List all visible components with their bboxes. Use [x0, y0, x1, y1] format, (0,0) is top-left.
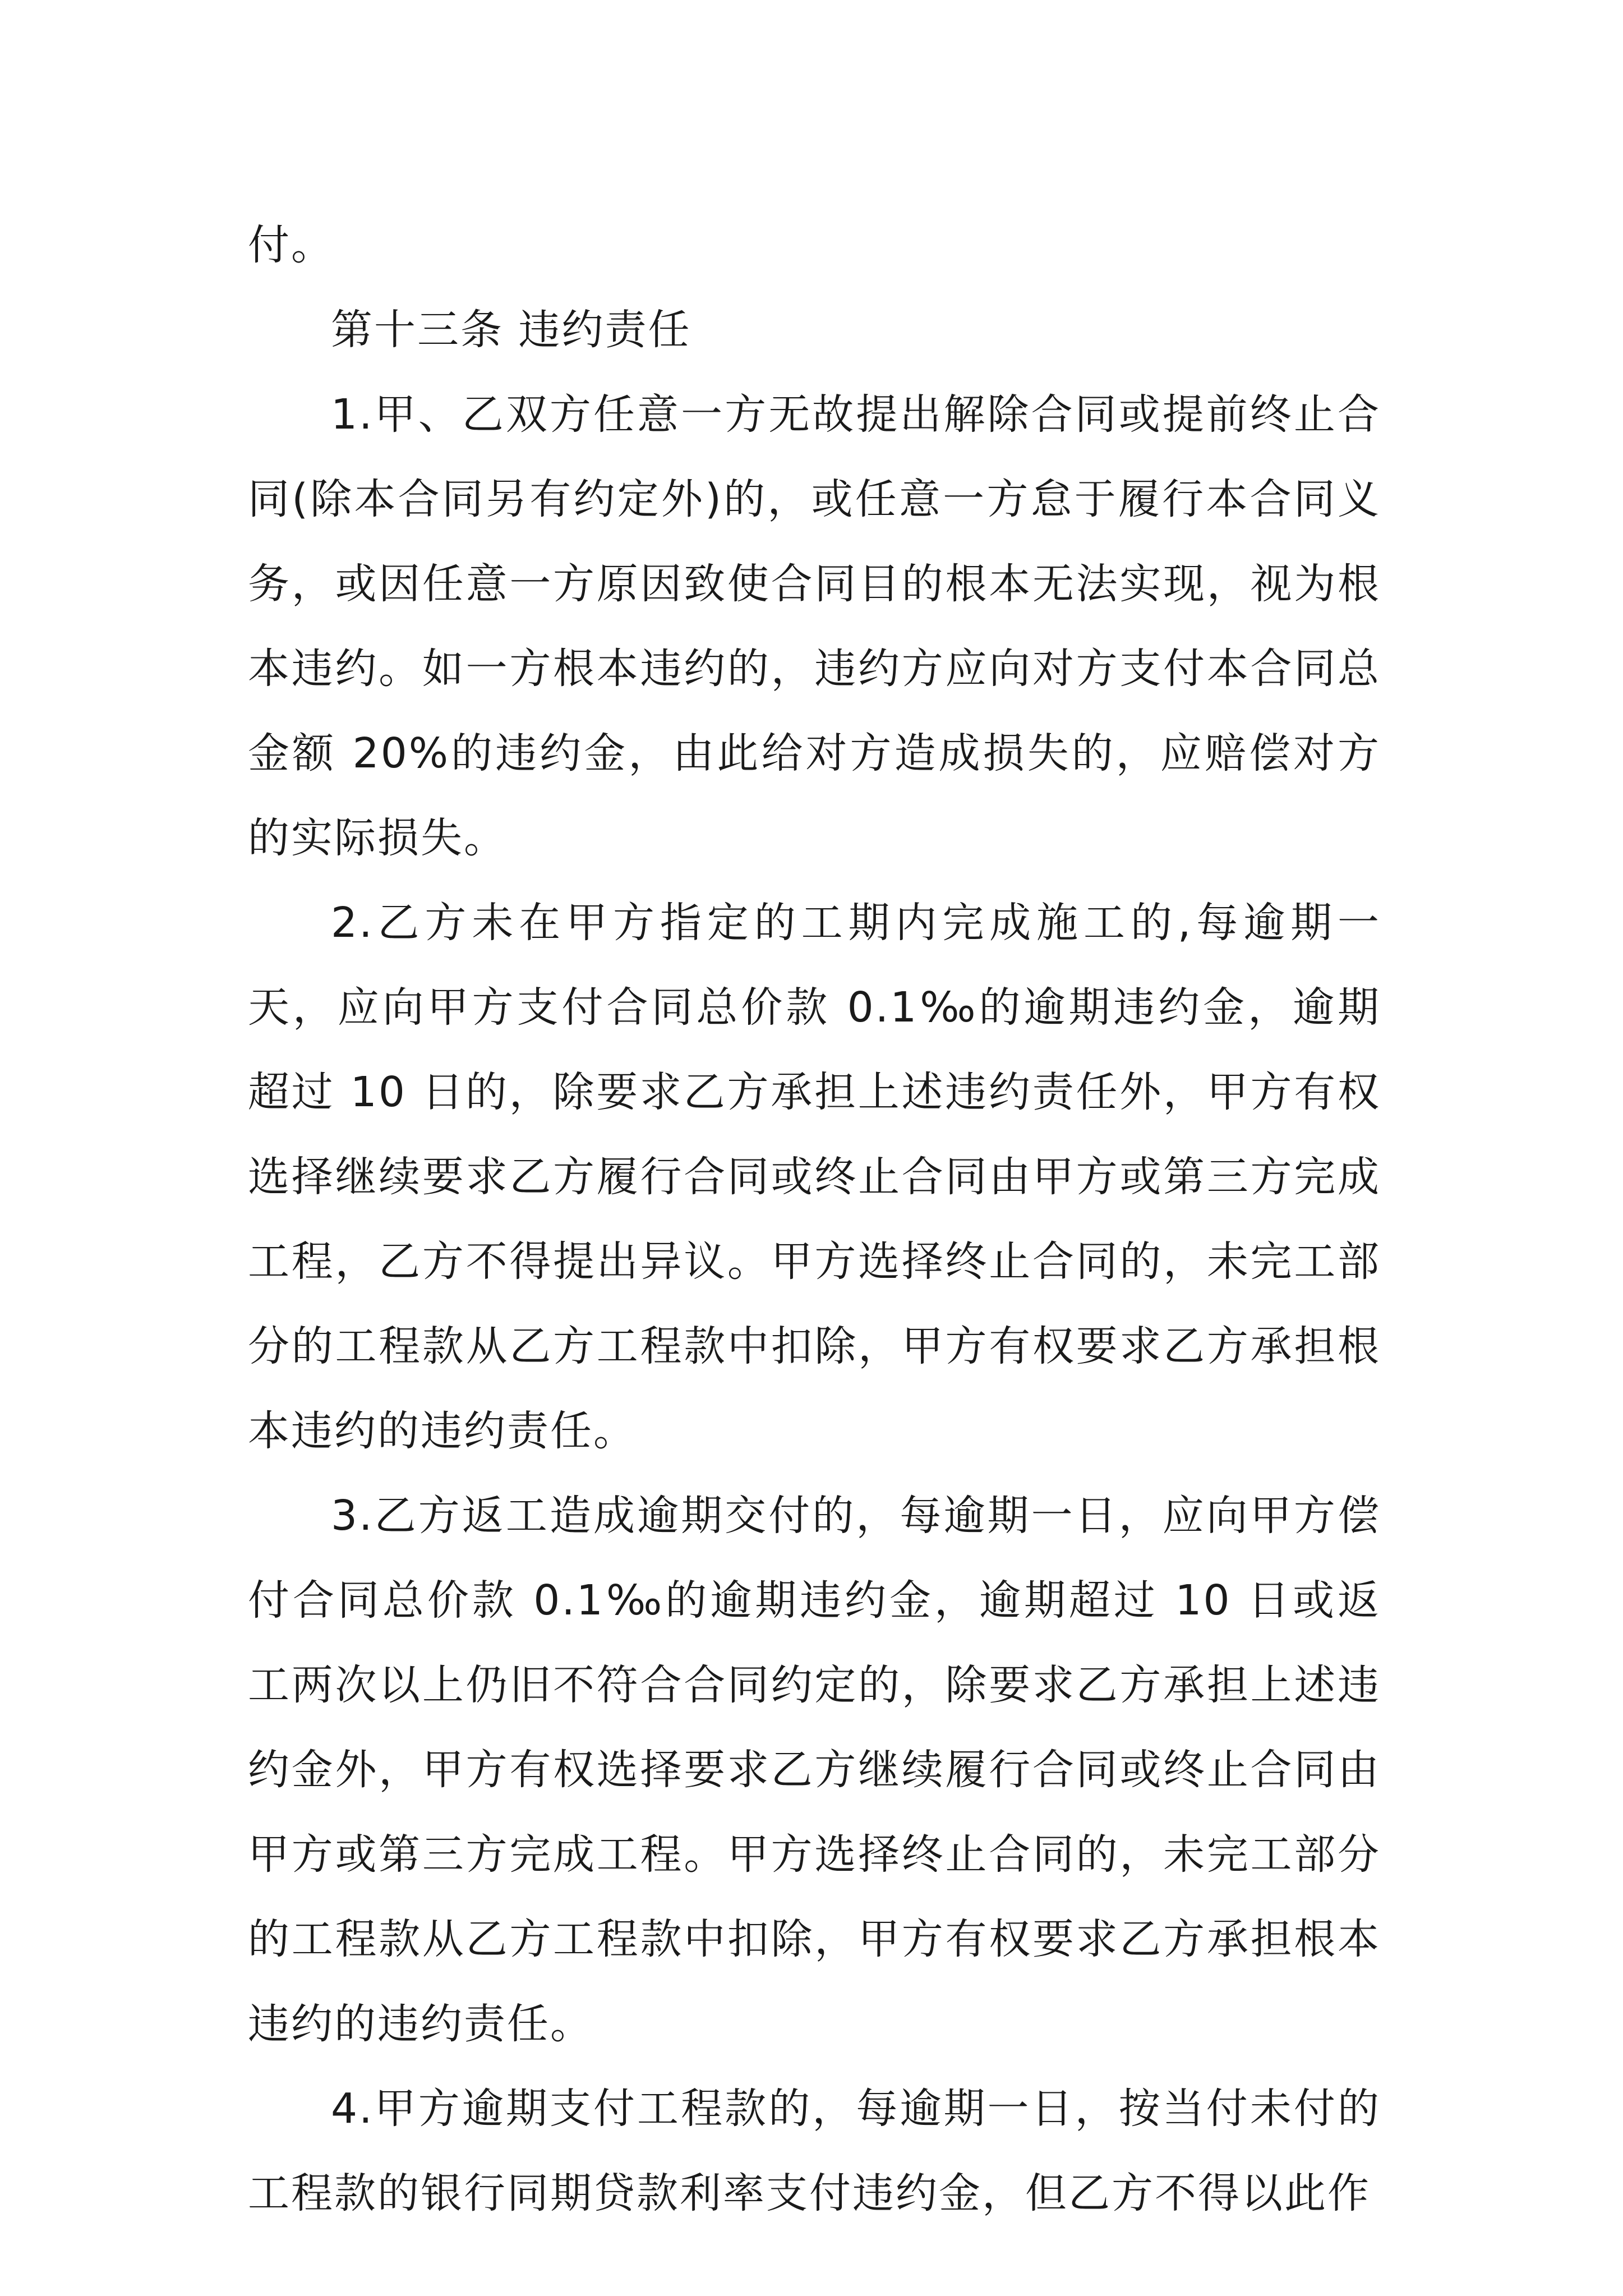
article-heading: 第十三条 违约责任	[331, 306, 691, 354]
clause-2: 2.乙方未在甲方指定的工期内完成施工的,每逾期一天，应向甲方支付合同总价款 0.1‰的逾期违约金，逾期超过 10 日的，除要求乙方承担上述违约责任外，甲方有权选择继续要求乙方履行合同或终止合同由甲方或第三方完成工程，乙方不得提出异议。甲方选择终止合同的，未完工部分的工程款从乙方工程款中扣除，甲方有权要求乙方承担根本违约的违约责任。	[248, 899, 1381, 1455]
continuation-text: 付。	[248, 221, 334, 269]
clause-3: 3.乙方返工造成逾期交付的，每逾期一日，应向甲方偿付合同总价款 0.1‰的逾期违约金，逾期超过 10 日或返工两次以上仍旧不符合合同约定的，除要求乙方承担上述违约金外，甲方有权选择要求乙方继续履行合同或终止合同由甲方或第三方完成工程。甲方选择终止合同的，未完工部分的工程款从乙方工程款中扣除，甲方有权要求乙方承担根本违约的违约责任。	[248, 1492, 1381, 2048]
document-body	[248, 203, 1381, 2236]
clause-4: 4.甲方逾期支付工程款的，每逾期一日，按当付未付的工程款的银行同期贷款利率支付违约金，但乙方不得以此作	[248, 2085, 1381, 2217]
clause-1: 1.甲、乙双方任意一方无故提出解除合同或提前终止合同(除本合同另有约定外)的，或任意一方怠于履行本合同义务，或因任意一方原因致使合同目的根本无法实现，视为根本违约。如一方根本违约的，违约方应向对方支付本合同总金额 20%的违约金，由此给对方造成损失的，应赔偿对方的实际损失。	[248, 390, 1381, 862]
